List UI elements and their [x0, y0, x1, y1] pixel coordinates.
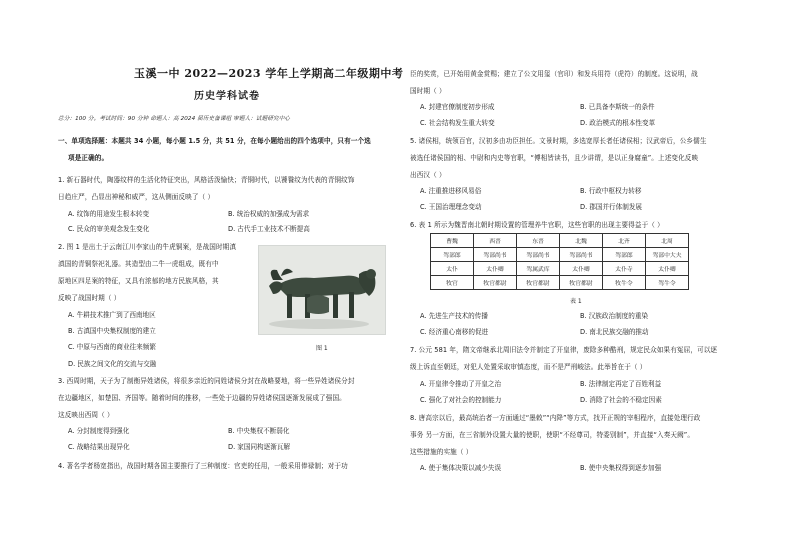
q3-option-a[interactable]: A. 分封制度得到强化 — [68, 427, 130, 435]
figure-1-caption: 图 1 — [316, 345, 328, 352]
q7-option-a[interactable]: A. 开皇律令推动了开皇之治 — [420, 380, 502, 388]
bronze-ox-tiger-table-image — [258, 245, 386, 335]
q5-line: 5. 诸侯相，统领百官，汉初多由功臣担任。文景时期，多选宽厚长者任诸侯相；汉武帝后，公乡儒生 — [410, 137, 707, 145]
table-cell: 太仆卿 — [474, 262, 517, 276]
table-cell: 驾部中大夫 — [646, 248, 689, 262]
q4-line: 国时期（ ） — [410, 87, 446, 95]
q8-option-b[interactable]: B. 使中央集权得到逐步加强 — [580, 464, 662, 472]
q3-line: 3. 西周时期，天子为了制衡异姓诸侯，将很多亲近的同姓诸侯分封在战略要地，将一些异姓诸侯分封 — [58, 377, 355, 385]
table-cell: 曹魏 — [431, 234, 474, 248]
q2-option-d[interactable]: D. 民族之间文化的交流与交融 — [68, 360, 157, 368]
table-row — [431, 262, 689, 276]
exam-meta: 总分：100 分。考试时间：90 分钟 命题人：高 2024 届历史备课组 审题人：试题研究中心 — [58, 116, 291, 122]
section1-line1: 一、单项选择题：本题共 34 小题，每小题 1.5 分，共 51 分，在每小题给出的四个选项中，只有一个选 — [58, 137, 371, 145]
table-cell: 驾部尚书 — [474, 248, 517, 262]
q5-line: 被选任诸侯国的相、中尉和内史等官职，“傅相皆读书，且少讲谓，是以正身腐童”。上述变化反映 — [410, 154, 699, 162]
q5-option-c[interactable]: C. 王国治理理念变动 — [420, 203, 482, 211]
table-cell: 西晋 — [474, 234, 517, 248]
q3-line: 这反映出西周（ ） — [58, 411, 114, 419]
officials-table — [430, 233, 689, 290]
q4-line: 臣的奖赏，已开始用黄金赏赐；建立了公文用玺（官印）和发兵用符（虎符）的制度。这说明，战 — [410, 70, 698, 78]
q1-line: 1. 新石器时代，陶器纹样的生活化特征突出，风格活泼愉快；青铜时代，以饕餮纹为代表的青铜纹饰 — [58, 176, 355, 184]
table-cell: 太仆寺 — [603, 262, 646, 276]
table-cell: 驾部尚书 — [560, 248, 603, 262]
q3-option-d[interactable]: D. 家国同构逐渐瓦解 — [228, 443, 291, 451]
q6-line: 6. 表 1 所示为魏晋南北朝时期设置的管理养牛官职，这些官职的出现主要得益于（ ） — [410, 221, 664, 229]
q2-option-b[interactable]: B. 古滇国中央集权制度的建立 — [68, 327, 156, 335]
table-row — [431, 234, 689, 248]
q3-line: 在边疆地区，如楚国、齐国等。随着时间的推移，一些处于边疆的异姓诸侯国逐渐发展成了强国。 — [58, 394, 346, 402]
table-cell: 北周 — [646, 234, 689, 248]
q8-line: 8. 唐高宗以后，最高统治者一方面通过“墨敕”“内降”等方式，找开正规的宰相程序，直接处理行政 — [410, 414, 701, 422]
q4-line: 4. 著名学者杨宽指出，战国时期各国主要推行了三种制度：官吏的任用，一般采用俸禄制；对于功 — [58, 462, 348, 470]
table-row — [431, 276, 689, 290]
exam-title: 玉溪一中 2022—2023 学年上学期高二年级期中考 — [134, 67, 404, 80]
table-cell: 驾部郎 — [431, 248, 474, 262]
table-cell: 太仆卿 — [646, 262, 689, 276]
q6-option-a[interactable]: A. 先进生产技术的传播 — [420, 312, 488, 320]
section1-line2: 项是正确的。 — [68, 154, 109, 162]
q1-option-a[interactable]: A. 纹饰的用途发生根本转变 — [68, 210, 150, 218]
table-cell: 牧官都尉 — [560, 276, 603, 290]
q2-line: 滇国的青铜祭祀礼器。其造型由二牛一虎组成，既有中 — [58, 260, 219, 268]
q6-option-d[interactable]: D. 南北民族交融的推动 — [580, 328, 649, 336]
q5-line: 出西汉（ ） — [410, 171, 446, 179]
q5-option-d[interactable]: D. 郡国并行体制发展 — [580, 203, 643, 211]
q3-option-b[interactable]: B. 中央集权不断弱化 — [228, 427, 290, 435]
q2-line: 反映了战国时期（ ） — [58, 294, 121, 302]
table-cell: 牧牛令 — [603, 276, 646, 290]
table-cell: 驾属武库 — [517, 262, 560, 276]
table-cell: 牧官都尉 — [517, 276, 560, 290]
table-cell: 驾部郎 — [603, 248, 646, 262]
q7-option-d[interactable]: D. 消除了社会的不稳定因素 — [580, 396, 662, 404]
q7-option-c[interactable]: C. 强化了对社会的控制能力 — [420, 396, 502, 404]
table-cell: 驾部尚书 — [517, 248, 560, 262]
table-cell: 北齐 — [603, 234, 646, 248]
q4-option-b[interactable]: B. 已具备李斯统一的条件 — [580, 103, 655, 111]
q8-line: 这些措施的实施（ ） — [410, 448, 473, 456]
exam-subtitle: 历史学科试卷 — [194, 91, 260, 102]
table-cell: 太仆 — [431, 262, 474, 276]
q1-option-c[interactable]: C. 民众的审美观念发生变化 — [68, 225, 150, 233]
q4-option-a[interactable]: A. 封建官僚制度初步形成 — [420, 103, 495, 111]
q1-line: 日趋庄严，凸显出神秘和威严，这从侧面反映了（ ） — [58, 193, 215, 201]
bronze-ox-tiger-illustration — [259, 246, 385, 334]
q7-line: 7. 公元 581 年，隋文帝继承北周旧法令并制定了开皇律，废除多种酷刑，规定民众如果有冤屈，可以逐 — [410, 346, 718, 354]
table-cell: 驾牛令 — [646, 276, 689, 290]
q7-line: 级上诉直至朝廷，对犯人处置采取审慎态度，而不是严刑峻法。此举旨在于（ ） — [410, 363, 647, 371]
q2-line: 原地区四足案的特征，又具有浓郁的地方民族风格，其 — [58, 277, 219, 285]
table-cell: 牧官 — [431, 276, 474, 290]
table-cell: 东晋 — [517, 234, 560, 248]
q4-option-c[interactable]: C. 社会结构发生重大转变 — [420, 119, 495, 127]
q8-line: 事务 另一方面，在三省制外设置大量的使职，使职“不经尊司，特委别制”，并直接“入奏天阙”。 — [410, 431, 695, 439]
q2-line: 2. 图 1 是出土于云南江川李家山的牛虎铜案，是战国时期滇 — [58, 243, 237, 251]
q8-option-a[interactable]: A. 使于集体决策以减少失误 — [420, 464, 502, 472]
q2-option-a[interactable]: A. 牛耕技术推广到了西南地区 — [68, 311, 156, 319]
q5-option-b[interactable]: B. 行政中枢权力转移 — [580, 187, 642, 195]
q3-option-c[interactable]: C. 战略结果出现异化 — [68, 443, 130, 451]
q6-option-b[interactable]: B. 汉族政治制度的重染 — [580, 312, 649, 320]
table-cell: 太仆卿 — [560, 262, 603, 276]
q5-option-a[interactable]: A. 注重推进移风易俗 — [420, 187, 482, 195]
q4-option-d[interactable]: D. 政治模式的根本性变革 — [580, 119, 656, 127]
q7-option-b[interactable]: B. 法律制定再定了百姓利益 — [580, 380, 662, 388]
q1-option-b[interactable]: B. 统治权威的加强成为需求 — [228, 210, 310, 218]
table-cell: 北魏 — [560, 234, 603, 248]
table-1-caption: 表 1 — [570, 298, 582, 305]
q6-option-c[interactable]: C. 经济重心南移的促进 — [420, 328, 489, 336]
q2-option-c[interactable]: C. 中原与西南的商业往来频繁 — [68, 343, 156, 351]
table-cell: 牧官都尉 — [474, 276, 517, 290]
q1-option-d[interactable]: D. 古代手工业技术不断提高 — [228, 225, 310, 233]
table-row — [431, 248, 689, 262]
